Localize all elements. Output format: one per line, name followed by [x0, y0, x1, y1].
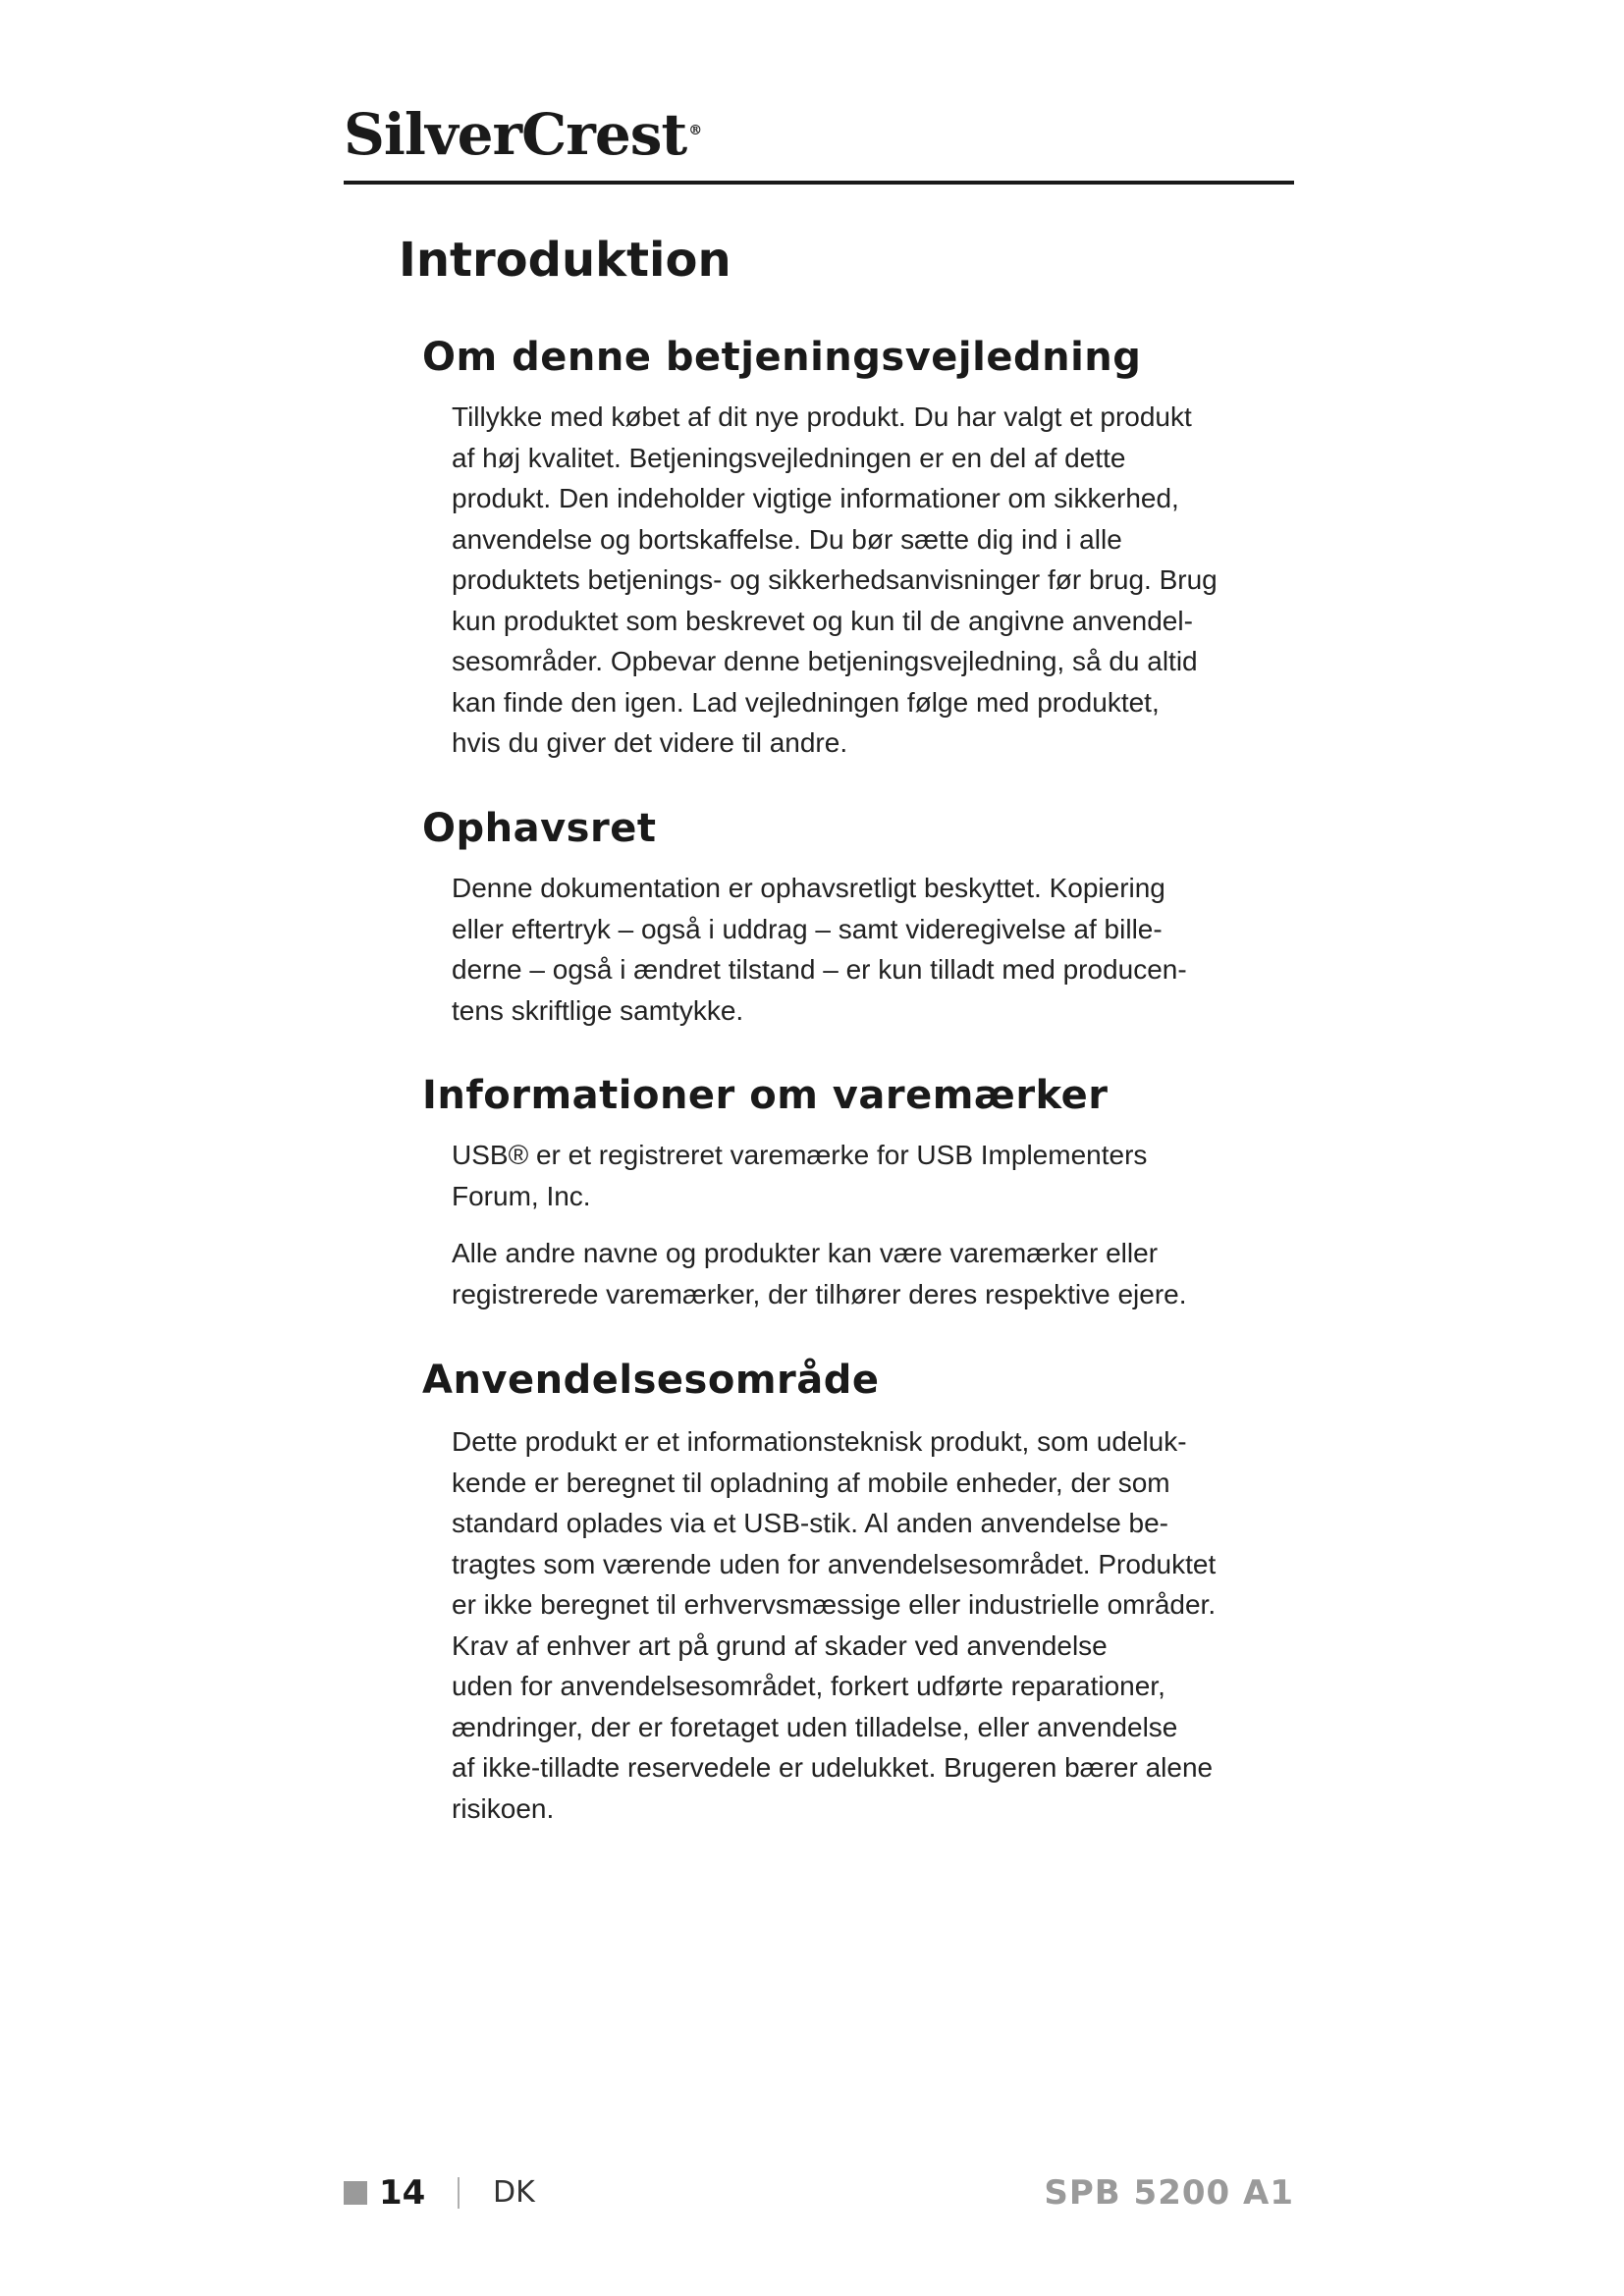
section-body-trademarks-p1 [452, 1135, 1267, 1216]
text-line: tragtes som værende uden for anvendelsesområdet. Produktet [452, 1548, 1217, 1579]
logo-text: SilverCrest [344, 101, 687, 168]
section-heading-copyright: Ophavsret [422, 806, 657, 851]
section-heading-trademarks: Informationer om varemærker [422, 1073, 1109, 1118]
text-line: er ikke beregnet til erhvervsmæssige eller industrielle områder. [452, 1589, 1217, 1620]
text-line: kan finde den igen. Lad vejledningen følge med produktet, [452, 686, 1160, 718]
text-line: ændringer, der er foretaget uden tilladelse, eller anvendelse [452, 1711, 1178, 1742]
text-line: tens skriftlige samtykke. [452, 994, 744, 1026]
text-line: Denne dokumentation er ophavsretligt beskyttet. Kopiering [452, 873, 1165, 903]
text-line: eller eftertryk – også i uddrag – samt videregivelse af bille- [452, 913, 1163, 944]
section-body-intended-use [452, 1421, 1267, 1829]
text-line: anvendelse og bortskaffelse. Du bør sætte dig ind i alle [452, 523, 1122, 555]
section-body-copyright [452, 868, 1267, 1031]
page-title: Introduktion [399, 233, 731, 288]
text-line: sesområder. Opbevar denne betjeningsvejledning, så du altid [452, 646, 1198, 676]
text-line: hvis du giver det videre til andre. [452, 727, 848, 758]
text-line: registrerede varemærker, der tilhører deres respektive ejere. [452, 1278, 1187, 1309]
text-line: af høj kvalitet. Betjeningsvejledningen er en del af dette [452, 442, 1126, 473]
text-line: produkt. Den indeholder vigtige informationer om sikkerhed, [452, 483, 1179, 513]
language-code: DK [493, 2175, 535, 2210]
text-line: Alle andre navne og produkter kan være varemærker eller [452, 1238, 1159, 1268]
text-line: Dette produkt er et informationsteknisk produkt, som udeluk- [452, 1426, 1187, 1457]
footer-square-marker [344, 2181, 367, 2205]
text-line: Krav af enhver art på grund af skader ved anvendelse [452, 1629, 1108, 1661]
text-line: produktets betjenings- og sikkerhedsanvisninger før brug. Brug [452, 564, 1218, 595]
footer-separator [458, 2177, 460, 2209]
text-line: derne – også i ændret tilstand – er kun tilladt med producen- [452, 954, 1187, 985]
page-footer [344, 2169, 1294, 2218]
section-heading-intended-use: Anvendelsesområde [422, 1358, 880, 1403]
section-body-trademarks-p2 [452, 1233, 1267, 1314]
section-heading-about-manual: Om denne betjeningsvejledning [422, 335, 1142, 380]
text-line: Tillykke med købet af dit nye produkt. Du har valgt et produkt [452, 401, 1192, 432]
text-line: risikoen. [452, 1792, 555, 1824]
text-line: standard oplades via et USB-stik. Al anden anvendelse be- [452, 1508, 1169, 1538]
logo-registered-mark: ® [688, 122, 702, 138]
text-line: kende er beregnet til opladning af mobile enheder, der som [452, 1467, 1170, 1498]
text-line: af ikke-tilladte reservedele er udelukket. Brugeren bærer alene [452, 1752, 1214, 1783]
header-rule [344, 181, 1294, 185]
section-body-about-manual [452, 397, 1267, 764]
text-line: uden for anvendelsesområdet, forkert udførte reparationer, [452, 1671, 1165, 1701]
page-number: 14 [379, 2173, 426, 2213]
text-line: kun produktet som beskrevet og kun til de angivne anvendel- [452, 605, 1193, 636]
model-number: SPB 5200 A1 [1044, 2173, 1294, 2213]
text-line: Forum, Inc. [452, 1180, 591, 1211]
silvercrest-logo [344, 101, 702, 168]
text-line: USB® er et registreret varemærke for USB Implementers [452, 1140, 1148, 1170]
